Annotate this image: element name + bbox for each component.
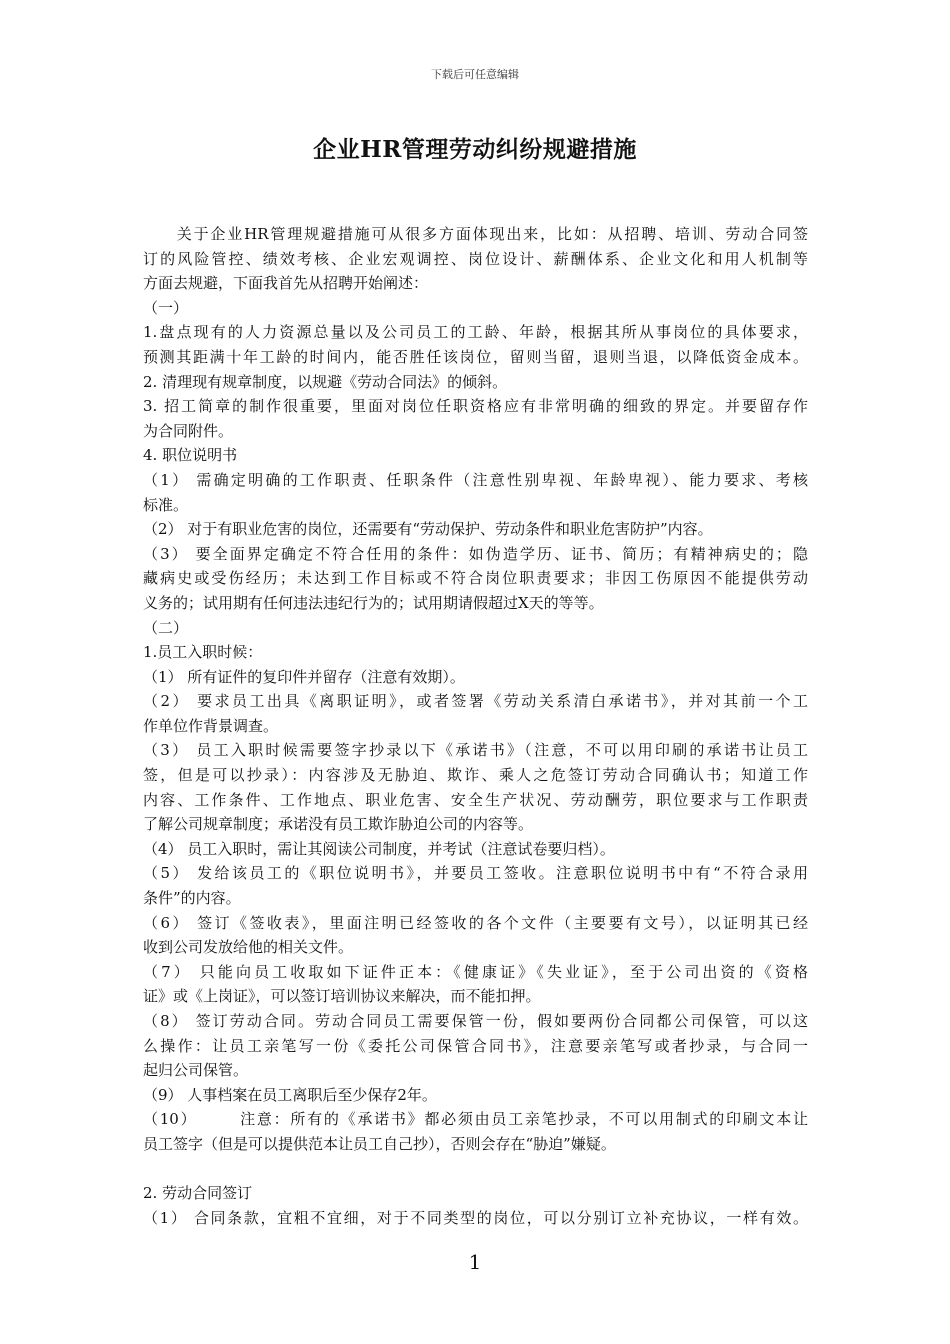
text-line: 4. 职位说明书 xyxy=(143,446,238,465)
text-line: 2. 清理现有规章制度，以规避《劳动合同法》的倾斜。 xyxy=(143,372,508,391)
text-line: 1.员工入职时候： xyxy=(143,643,263,662)
text-line: （2） 要求员工出具《离职证明》，或者签署《劳动关系清白承诺书》，并对其前一个工 xyxy=(143,692,808,711)
text-line: （6） 签订《签收表》，里面注明已经签收的各个文件（主要要有文号），以证明其已经 xyxy=(143,913,808,932)
text-line: 了解公司规章制度；承诺没有员工欺诈胁迫公司的内容等。 xyxy=(143,815,534,834)
text-line: 为合同附件。 xyxy=(143,421,234,440)
text-line: （10） 注意：所有的《承诺书》都必须由员工亲笔抄录，不可以用制式的印刷文本让 xyxy=(143,1110,808,1129)
text-line: 1.盘点现有的人力资源总量以及公司员工的工龄、年龄，根据其所从事岗位的具体要求， xyxy=(143,323,808,342)
text-line: 标准。 xyxy=(143,495,189,514)
text-line: 内容、工作条件、工作地点、职业危害、安全生产状况、劳动酬劳，职位要求与工作职责 xyxy=(143,790,808,809)
text-line: （4） 员工入职时，需让其阅读公司制度，并考试（注意试卷要归档）。 xyxy=(143,839,615,858)
text-line: （一） xyxy=(143,298,189,317)
text-line: （3） 员工入职时候需要签字抄录以下《承诺书》（注意，不可以用印刷的承诺书让员工 xyxy=(143,741,808,760)
text-line: （1） 合同条款，宜粗不宜细，对于不同类型的岗位，可以分别订立补充协议，一样有效。 xyxy=(143,1208,808,1227)
text-line: 方面去规避，下面我首先从招聘开始阐述： xyxy=(143,274,429,293)
text-line: （5） 发给该员工的《职位说明书》，并要员工签收。注意职位说明书中有“不符合录用 xyxy=(143,864,808,883)
text-line: 证》或《上岗证》，可以签订培训协议来解决，而不能扣押。 xyxy=(143,987,541,1006)
text-line: 藏病史或受伤经历；未达到工作目标或不符合岗位职责要求；非因工伤原因不能提供劳动 xyxy=(143,569,808,588)
text-line: 员工签字（但是可以提供范本让员工自己抄），否则会存在“胁迫”嫌疑。 xyxy=(143,1134,616,1153)
text-line: 条件”的内容。 xyxy=(143,889,241,908)
text-line: 起归公司保管。 xyxy=(143,1061,249,1080)
document-body xyxy=(143,222,808,1230)
text-line: （二） xyxy=(143,618,189,637)
document-title: 企业HR管理劳动纠纷规避措施 xyxy=(313,136,637,163)
page-header: 下载后可任意编辑 xyxy=(431,68,519,81)
text-line xyxy=(143,1157,808,1182)
text-line: （3） 要全面界定确定不符合任用的条件：如伪造学历、证书、简历；有精神病史的；隐 xyxy=(143,544,808,563)
page-number: 1 xyxy=(468,1250,482,1274)
text-line: 3. 招工简章的制作很重要，里面对岗位任职资格应有非常明确的细致的界定。并要留存作 xyxy=(143,397,808,416)
text-line: 么操作：让员工亲笔写一份《委托公司保管合同书》，注意要亲笔写或者抄录，与合同一 xyxy=(143,1036,808,1055)
text-line: 收到公司发放给他的相关文件。 xyxy=(143,938,354,957)
text-line: 订的风险管控、绩效考核、企业宏观调控、岗位设计、薪酬体系、企业文化和用人机制等 xyxy=(143,249,808,268)
text-line: （9） 人事档案在员工离职后至少保存2年。 xyxy=(143,1085,437,1104)
text-line: （2） 对于有职业危害的岗位，还需要有“劳动保护、劳动条件和职业危害防护”内容。 xyxy=(143,520,713,539)
text-line: 预测其距满十年工龄的时间内，能否胜任该岗位，留则当留，退则当退，以降低资金成本。 xyxy=(143,347,808,366)
text-line: 签，但是可以抄录）：内容涉及无胁迫、欺诈、乘人之危签订劳动合同确认书；知道工作 xyxy=(143,766,808,785)
text-line: （7） 只能向员工收取如下证件正本：《健康证》《失业证》，至于公司出资的《资格 xyxy=(143,962,808,981)
text-line: 义务的；试用期有任何违法违纪行为的；试用期请假超过X天的等等。 xyxy=(143,593,604,612)
text-line: （8） 签订劳动合同。劳动合同员工需要保管一份，假如要两份合同都公司保管，可以这 xyxy=(143,1012,808,1030)
text-line: 2. 劳动合同签订 xyxy=(143,1184,253,1203)
text-line: 作单位作背景调查。 xyxy=(143,716,279,735)
text-line: （1） 所有证件的复印件并留存（注意有效期）。 xyxy=(143,667,465,686)
text-line: （1） 需确定明确的工作职责、任职条件（注意性别卑视、年龄卑视）、能力要求、考核 xyxy=(143,470,808,489)
text-line: 关于企业HR管理规避措施可从很多方面体现出来，比如：从招聘、培训、劳动合同签 xyxy=(143,225,808,243)
